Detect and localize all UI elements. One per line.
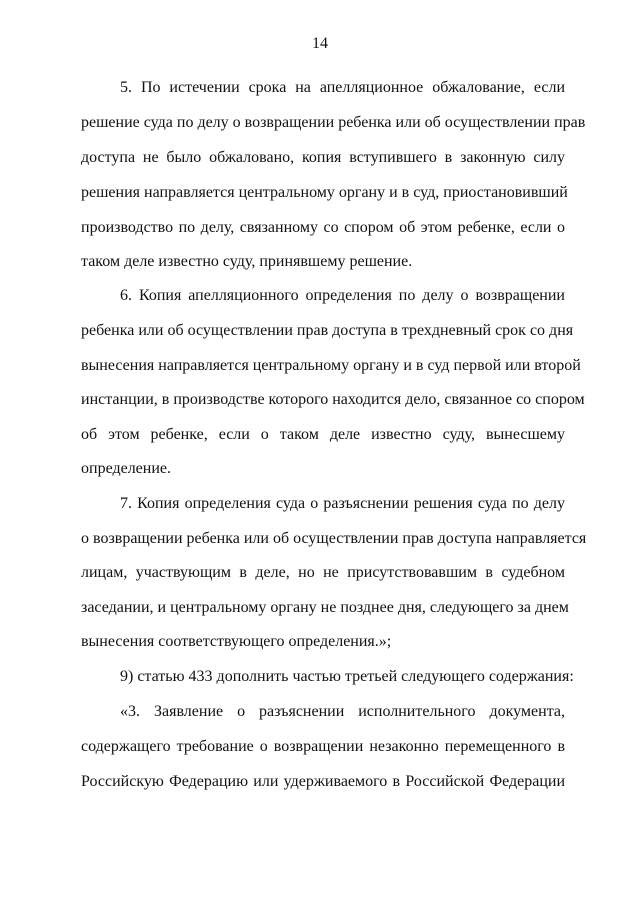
paragraph-line: 5. По истечении срока на апелляционное обжалование, если <box>120 79 565 96</box>
paragraph-line: заседании, и центральному органу не позднее дня, следующего за днем <box>81 599 569 616</box>
paragraph-line: Российскую Федерацию или удерживаемого в Российской Федерации <box>81 773 565 790</box>
paragraph-line: «3. Заявление о разъяснении исполнительного документа, <box>120 703 565 720</box>
paragraph-line: об этом ребенке, если о таком деле известно суду, вынесшему <box>81 426 565 443</box>
paragraph-line: о возвращении ребенка или об осуществлении прав доступа направляется <box>81 530 587 547</box>
paragraph-line: вынесения соответствующего определения.»; <box>81 633 392 650</box>
paragraph-line: доступа не было обжаловано, копия вступившего в законную силу <box>81 149 565 166</box>
page-number: 14 <box>312 35 328 52</box>
paragraph-line: решение суда по делу о возвращении ребенка или об осуществлении прав <box>81 114 586 131</box>
paragraph-line: таком деле известно суду, принявшему решение. <box>81 253 413 270</box>
paragraph-line: производство по делу, связанному со спором об этом ребенке, если о <box>81 219 565 236</box>
paragraph-line: ребенка или об осуществлении прав доступа в трехдневный срок со дня <box>81 322 574 339</box>
paragraph-line: содержащего требование о возвращении незаконно перемещенного в <box>81 738 565 755</box>
paragraph-line: инстанции, в производстве которого находится дело, связанное со спором <box>81 391 585 408</box>
paragraph-line: лицам, участвующим в деле, но не присутствовавшим в судебном <box>81 564 565 581</box>
paragraph-line: определение. <box>81 460 172 477</box>
paragraph-line: вынесения направляется центральному органу и в суд первой или второй <box>81 357 581 374</box>
paragraph-line: 7. Копия определения суда о разъяснении решения суда по делу <box>120 495 565 512</box>
paragraph-line: 9) статью 433 дополнить частью третьей следующего содержания: <box>120 668 574 685</box>
paragraph-line: решения направляется центральному органу и в суд, приостановивший <box>81 184 568 201</box>
paragraph-line: 6. Копия апелляционного определения по делу о возвращении <box>120 287 565 304</box>
